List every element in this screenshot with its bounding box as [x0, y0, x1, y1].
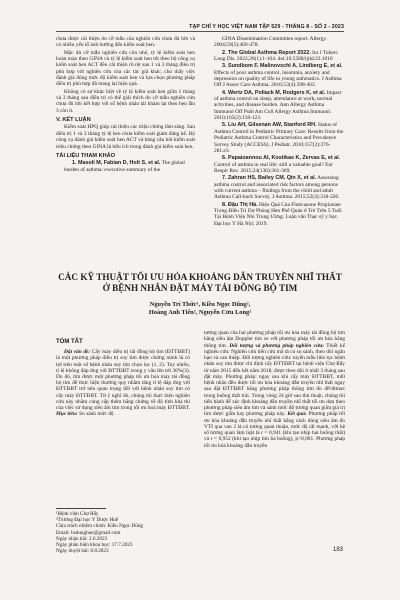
- results-label: Kết quả:: [287, 411, 307, 418]
- affiliation: ¹Bệnh viện Chợ Rẫy: [56, 511, 99, 517]
- objective-label: Đặt vấn đề:: [64, 349, 91, 356]
- abstract-paragraph: [56, 349, 190, 417]
- running-header: TẠP CHÍ Y HỌC VIỆT NAM TẬP 529 - THÁNG 8 - SỐ 2 - 2023: [189, 24, 344, 30]
- objective-text: Cấy máy điều trị tái đồng bộ tim (ĐTTĐBT) là một phương pháp điều trị suy tim được chứng minh là có lợi trên một số bệnh nhân suy tim chọn lọc (1, 2). Tuy nhiên, tỉ lệ không đáp ứng với ĐTTĐBT trong y văn lên tới 30%(3). Do đó, tìm được một phương pháp tối ưu hoá máy tái đồng bộ tim để thực hiện thường quy nhằm tăng tỉ lệ đáp ứng với ĐTTĐBT trở nên quan trọng đối với bệnh nhân suy tim có cấy máy ĐTTĐBT. Từ ý nghĩ đó, chúng tôi thực hiện nghiên cứu này nhằm cung cấp thêm bằng chứng về độ tính khả thi của việc sử dụng siêu âm tim trong tối ưu hoá máy ĐTTĐBT.: [56, 349, 190, 412]
- footnotes: [56, 508, 190, 554]
- reference-item: [56, 160, 195, 173]
- reference-item: 6. Papaioannou AI, Kostikas K, Zervas E, et al. Control of asthma in real life: still a valuable goal? Eur Respir Rev. 2015;24(136):361-369.: [214, 155, 341, 174]
- abstract-right-column: [204, 330, 345, 450]
- paragraph: chưa được cải thiện do cỡ mẫu của nghiên cứu chưa đủ lớn và có nhiều yếu tố ảnh hưởng đến kiểm soát hen.: [56, 36, 195, 49]
- date-reviewed: Ngày phản biện khoa học: 17.7.2023: [56, 542, 133, 549]
- corresponding-author: Chịu trách nhiệm chính: Kiều Ngọc Dũng: [56, 523, 144, 530]
- methods-label: Đối tượng và phương pháp nghiên cứu:: [229, 342, 325, 349]
- abstract-paragraph: tương quan của hai phương pháp tối ưu hóa máy tái đồng bộ tim bằng siêu âm Doppler tim so với phương pháp tối ưu hóa bằng thông tim. Đối tượng và phương pháp nghiên cứu: Thiết kế nghiên cứu: Nghiên cứu tiến cứu mô tả có so sánh, theo dõi ngắn hạn và can thiệp. Đối tượng nghiên cứu: tuyển mẫu liên tục bệnh nhân suy tim được chỉ định cấy ĐTTĐBT tại bệnh viện Chợ Rẫy từ năm 2015 đến hết năm 2018, được theo dõi ít nhất 3 tháng sau đặt máy. Phương pháp: ngay sau khi cấy máy ĐTTĐBT, mỗi bệnh nhân đều được tối ưu hóa khoảng dẫn truyền nhĩ thất ngay sau đặt ĐTTĐBT bằng phương pháp thông tim đo dP/dtmax trong buồng thất trái. Trong vòng 24 giờ sau thủ thuật, chúng tôi tiến hành để xác định khoảng dẫn truyền nhĩ thất tối ưu dựa theo phương pháp siêu âm tim và sánh mức độ tương quan giữa giá trị tìm được giữa hay phương pháp này. Kết quả: Phương pháp tối ưu hóa khoảng dẫn truyền nhĩ thất bằng cách dùng siêu âm đo VTI qua van 2 lá có tương quan thuận, mức độ rất mạnh, với hệ số tương quan làm luật là r = 0,941 (khi tạo nhịp hai buồng thất) và r = 0,952 (khi tạo nhịp tim ba buồng), p<0,001. Phương pháp tối ưu hóa khoảng dẫn truyền: [204, 330, 345, 449]
- reference-item: 7. Zahran HS, Bailey CM, Qin X, et al. Assessing asthma control and associated risk factors among persons with current asthma – findings from the child and adult Asthma Call-back Survey. J Asthma. 2015;52(3):318-326.: [214, 175, 340, 201]
- conclusion-heading: V. KẾT LUẬN: [56, 117, 91, 124]
- paragraph: Mặc dù cỡ mẫu nghiên cứu còn nhỏ, tỷ lệ kiểm soát hen hoàn toàn theo GINA và tỷ lệ kiểm soát hen tốt theo bộ công cụ kiểm soát hen ACT đều cải thiện rõ rệt sau 1 và 3 tháng điều trị phù hợp với nghiên cứu của các tác giả khác, cho thấy việc đánh giá đúng mức độ kiểm soát hen và lựa chọn phương pháp điều trị phù hợp đã mang lại hiệu quả.: [56, 49, 195, 88]
- affiliation: ²Trường Đại học Y Dược Huế: [56, 517, 119, 524]
- article-authors: [56, 301, 344, 317]
- header-rule: [56, 31, 344, 32]
- methods-text: Thiết kế nghiên cứu: Nghiên cứu tiến cứu mô tả có so sánh, theo dõi ngắn hạn và can thiệp. Đối tượng nghiên cứu: tuyển mẫu liên tục bệnh nhân suy tim được chỉ định cấy ĐTTĐBT tại bệnh viện Chợ Rẫy từ năm 2015 đến hết năm 2018, được theo dõi ít nhất 3 tháng sau đặt máy. Phương pháp: ngay sau khi cấy máy ĐTTĐBT, mỗi bệnh nhân đều được tối ưu hóa khoảng dẫn truyền nhĩ thất ngay sau đặt ĐTTĐBT bằng phương pháp thông tim đo dP/dtmax trong buồng thất trái. Trong vòng 24 giờ sau thủ thuật, chúng tôi tiến hành để xác định khoảng dẫn truyền nhĩ thất tối ưu dựa theo phương pháp siêu âm tim và sánh mức độ tương quan giữa giá trị tìm được giữa hay phương pháp này.: [204, 342, 345, 418]
- reference-text: The global burden of asthma: executive summary of the: [64, 160, 185, 173]
- authors-line: Nguyễn Trí Thức¹, Kiều Ngọc Dũng²,: [149, 301, 251, 308]
- reference-item: 2. The Global Asthma Report 2022. Int J Tuberc Lung Dis. 2022;26(1):1-104. doi:10.5588/ijtld.22.1010: [214, 49, 338, 63]
- article-title: CÁC KỸ THUẬT TỐI ƯU HÓA KHOẢNG DẪN TRUYỀN NHĨ THẤT Ở BỆNH NHÂN ĐẶT MÁY TÁI ĐỒNG BỘ TIM: [58, 272, 342, 293]
- results-text: Phương pháp tối ưu hóa khoảng dẫn truyền nhĩ thất bằng cách dùng siêu âm đo VTI qua van 2 lá có tương quan thuận, mức độ rất mạnh, với hệ số tương quan làm luật là r = 0,941 (khi tạo nhịp hai buồng thất) và r = 0,952 (khi tạo nhịp tim ba buồng), p<0,001. Phương pháp tối ưu hóa khoảng dẫn truyền: [204, 411, 345, 449]
- date-received: Ngày nhận bài: 2.6.2023: [56, 535, 108, 542]
- abstract-left-column: [56, 339, 190, 418]
- reference-item: 3. Sundbom F, Malinovschi A, Lindberg E, et al. Effects of poor asthma control, insomnia, anxiety and depression on quality of life in young asthmatics. J Asthma Off J Assoc Care Asthma. 2016;53(4):398-403.: [214, 63, 343, 89]
- conclusion-text: Kiểm soát HPQ giúp cải thiện các triệu chứng lâm sàng. Sau điều trị 1 và 3 tháng tỷ lệ hen chưa kiểm soát giảm đáng kể. Bộ công cụ đánh giá kiểm soát hen ACT và bảng câu hỏi kiểm soát triệu chứng theo GINA là hữu ích trong đánh giá kiểm soát hen.: [56, 124, 195, 150]
- reference-item: 8. Đậu Thị Hà. Hiệu Quả Của Fluticasone Propionate Trong Điều Trị Dự Phòng Hen Phế Quản ở Trẻ Trên 5 Tuổi Tại Bệnh Viện Nhi Trung Ương. Luận văn Thạc sỹ y học. Đại học Y Hà Nội; 2019.: [214, 201, 342, 227]
- page-number: 183: [332, 547, 343, 553]
- email: Email: bsdunghue@gmail.com: [56, 529, 121, 536]
- reference-authors: 1. Masoli M, Fabian D, Holt S, et al.: [72, 160, 161, 167]
- reference-item: 4. Wertz DA, Pollack M, Rodgers K, et al. Impact of asthma control on sleep, attendance at work, normal activities, and disease burden. Ann Allergy Asthma Immunol Off Publ Am Coll Allergy Asthma Immunol. 2010;105(2):118-123.: [214, 89, 342, 122]
- reference-item: GINA Dissemination Committee report. Allergy. 2004;59(5):469-478.: [214, 36, 327, 49]
- authors-line: Hoàng Anh Tiến², Nguyễn Cửu Long²: [148, 309, 252, 316]
- footnote-rule: [56, 508, 106, 509]
- reference-item: 5. Liu AH, Gilsenan AW, Stanford RH. Status of Asthma Control in Pediatric Primary Care: Results from the Pediatric Asthma Control Characteristics and Prevalence Survey Study (ACCESS). J Pediatr. 2010;157(2):276-281.e3.: [214, 122, 344, 154]
- references-heading: TÀI LIỆU THAM KHẢO: [56, 152, 116, 159]
- paragraph: Không có sự khác biệt về tỷ lệ kiểm soát hen giữa 1 tháng và 3 tháng sau điều trị có thể giải thích do cỡ mẫu nghiên cứu chưa đủ lớn kết hợp với số bệnh nhân tái khám lại theo hẹn lần 3 còn ít.: [56, 88, 195, 114]
- aim-text: So sánh mức độ: [79, 411, 114, 418]
- abstract-heading: TÓM TẮT: [56, 339, 83, 345]
- aim-label: Mục tiêu:: [56, 411, 78, 418]
- date-accepted: Ngày duyệt bài: 8.8.2023: [56, 548, 109, 555]
- right-column-references: [206, 36, 345, 228]
- left-column-top: [56, 36, 195, 174]
